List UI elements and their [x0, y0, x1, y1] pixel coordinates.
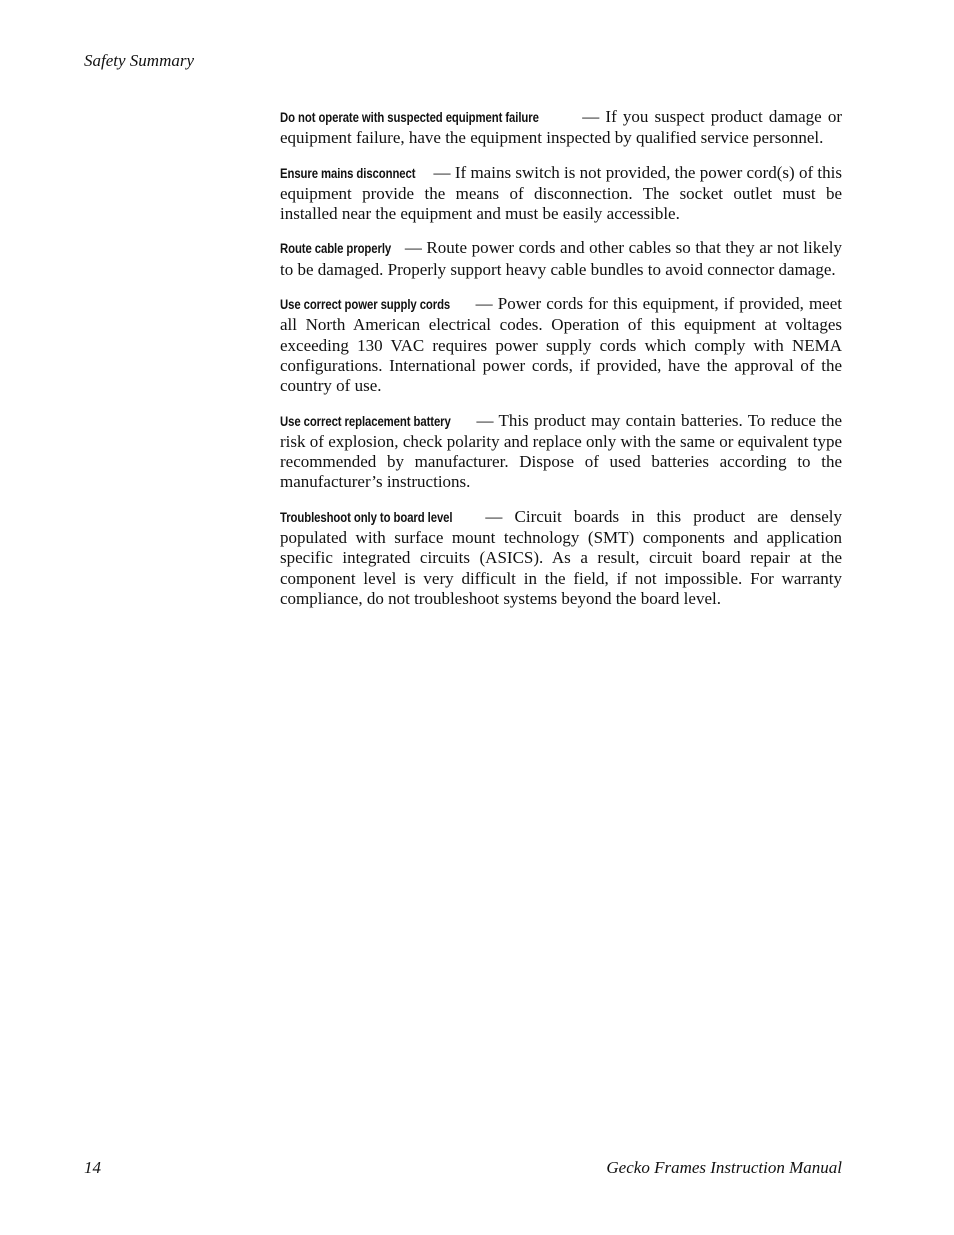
safety-item-term: Route cable properly	[280, 241, 392, 257]
safety-item-term: Do not operate with suspected equipment failure	[280, 110, 539, 125]
em-dash: —	[404, 238, 422, 258]
em-dash: —	[485, 506, 503, 526]
safety-item	[280, 107, 842, 149]
em-dash: —	[582, 107, 600, 126]
safety-item-term: Use correct power supply cords	[280, 297, 451, 313]
em-dash: —	[475, 294, 493, 314]
safety-item	[280, 507, 842, 609]
safety-item-term: Ensure mains disconnect	[280, 165, 416, 181]
page-number: 14	[84, 1158, 101, 1177]
safety-item	[280, 411, 842, 493]
safety-item-text: Circuit boards in this product are densely populated with surface mount technology (SMT) components and application specific integrated circuits (ASICS). As a result, circuit board repair at the component level is very difficult in the field, if not impossible. For warranty compliance, do not troubleshoot systems beyond the board level.	[280, 506, 842, 608]
safety-item	[280, 238, 842, 280]
safety-items	[280, 107, 842, 623]
safety-item-text: This product may contain batteries. To reduce the risk of explosion, check polarity and replace only with the same or equivalent type recommended by manufacturer. Dispose of used batteries according to the manufacturer’s instructions.	[280, 410, 843, 492]
em-dash: —	[476, 410, 494, 430]
safety-item-term: Use correct replacement battery	[280, 413, 451, 429]
safety-item	[280, 163, 842, 225]
safety-item-text: If you suspect product damage or equipment failure, have the equipment inspected by qualified service personnel.	[280, 107, 842, 148]
manual-title: Gecko Frames Instruction Manual	[606, 1158, 842, 1177]
safety-item	[280, 294, 842, 396]
safety-item-term: Troubleshoot only to board level	[280, 509, 453, 525]
em-dash: —	[433, 162, 451, 182]
safety-item-text: Power cords for this equipment, if provided, meet all North American electrical codes. Operation of this equipment at voltages exceeding 130 VAC requires power supply cords which comply with NEMA configurations. International power cords, if provided, have the approval of the country of use.	[280, 294, 843, 396]
safety-item-text: If mains switch is not provided, the power cord(s) of this equipment provide the means of disconnection. The socket outlet must be installed near the equipment and must be easily accessible.	[280, 162, 842, 224]
safety-item-text: Route power cords and other cables so that they ar not likely to be damaged. Properly support heavy cable bundles to avoid connector damage.	[280, 238, 842, 279]
running-header: Safety Summary	[84, 51, 195, 70]
